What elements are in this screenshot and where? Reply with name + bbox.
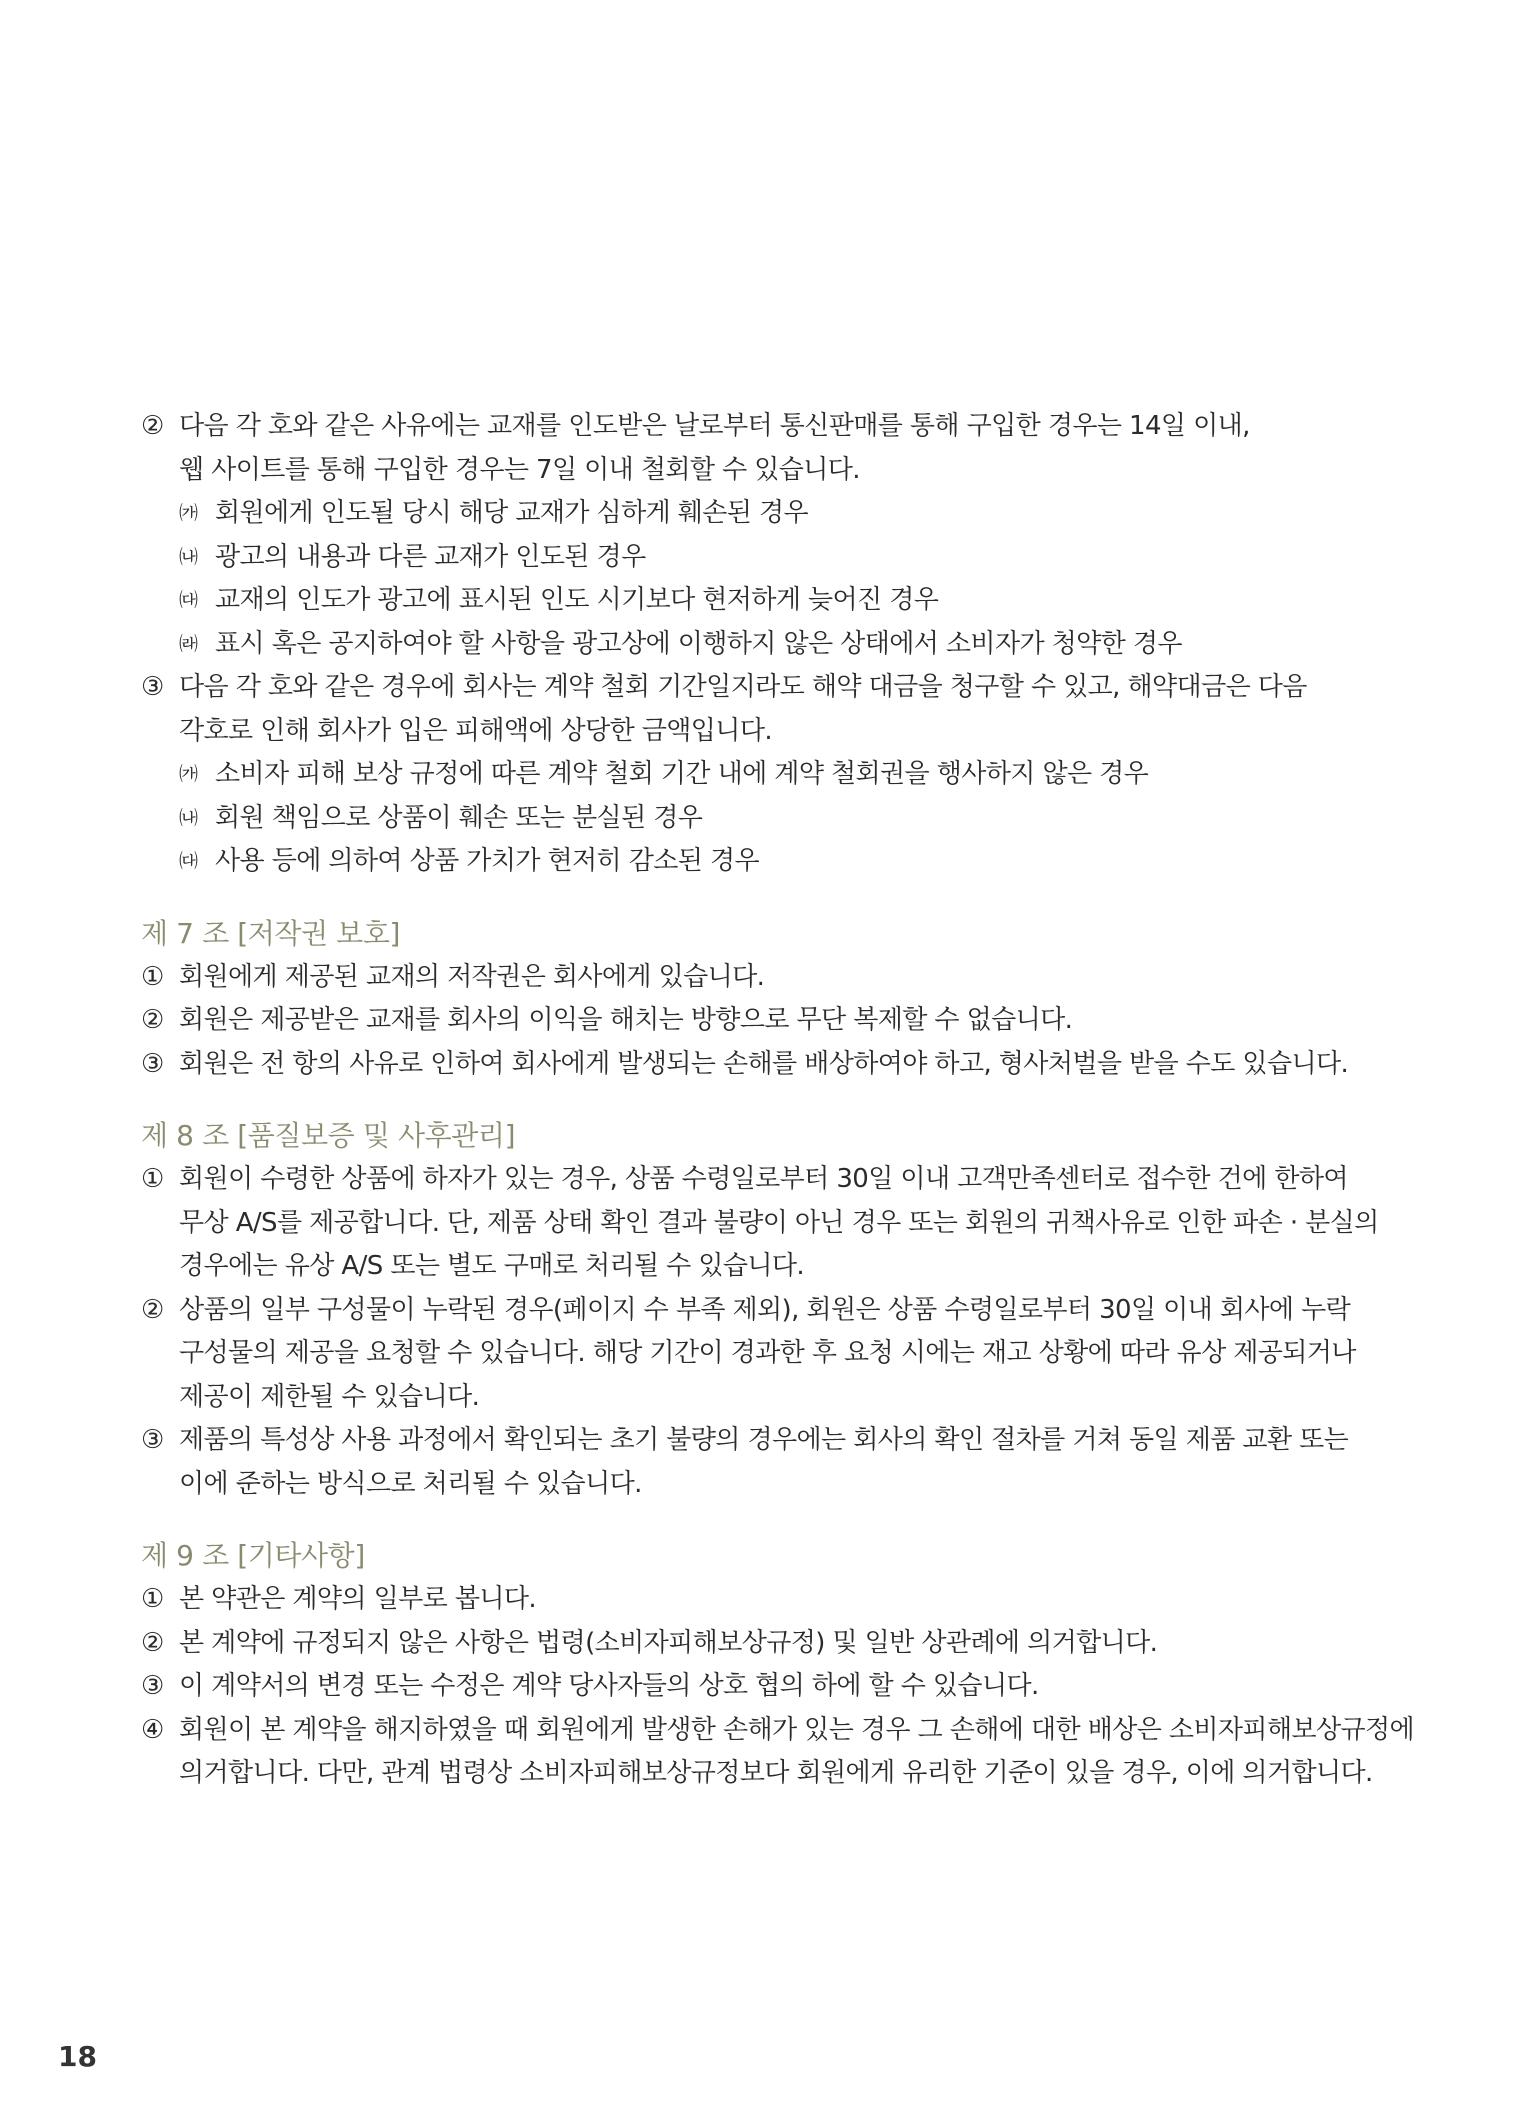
sub-item-number: ㈎ <box>179 502 198 524</box>
clause-text-line: 회원에게 제공된 교재의 저작권은 회사에게 있습니다. <box>179 961 765 992</box>
clause-text-line: 본 계약에 규정되지 않은 사항은 법령(소비자피해보상규정) 및 일반 상관례에 의거합니다. <box>179 1627 1158 1658</box>
clause-number: ② <box>141 1005 164 1035</box>
clause-paragraph <box>141 1289 1441 1420</box>
article-section <box>141 912 1441 1087</box>
sub-item <box>141 753 1441 797</box>
article-section <box>141 1534 1441 1796</box>
sub-item-number: ㈐ <box>179 589 198 611</box>
page-number: 18 <box>58 2040 97 2073</box>
clause-text-line: 각호로 인해 회사가 입은 피해액에 상당한 금액입니다. <box>179 715 773 746</box>
clause-text-line: 회원이 본 계약을 해지하였을 때 회원에게 발생한 손해가 있는 경우 그 손해에 대한 배상은 소비자피해보상규정에 <box>179 1714 1415 1745</box>
clause-number: ① <box>141 1584 164 1614</box>
article-section <box>141 405 1441 884</box>
clause-text-line: 제공이 제한될 수 있습니다. <box>179 1381 480 1412</box>
sub-item-number: ㈏ <box>179 545 198 568</box>
clause-text-line: 의거합니다. 다만, 관계 법령상 소비자피해보상규정보다 회원에게 유리한 기준이 있을 경우, 이에 의거합니다. <box>179 1758 1373 1788</box>
clause-number: ④ <box>141 1714 164 1745</box>
sub-item <box>141 536 1441 580</box>
clause-text-line: 무상 A/S를 제공합니다. 단, 제품 상태 확인 결과 불량이 아닌 경우 또는 회원의 귀책사유로 인한 파손 · 분실의 <box>179 1207 1379 1238</box>
clause-text-line: 회원이 수령한 상품에 하자가 있는 경우, 상품 수령일로부터 30일 이내 고객만족센터로 접수한 건에 한하여 <box>179 1164 1348 1194</box>
sub-item <box>141 623 1441 667</box>
clause-paragraph <box>141 1578 1441 1622</box>
clause-number: ③ <box>141 1671 164 1701</box>
document-body <box>141 405 1441 1796</box>
clause-paragraph <box>141 1622 1441 1666</box>
clause-text-line: 다음 각 호와 같은 경우에 회사는 계약 철회 기간일지라도 해약 대금을 청구할 수 있고, 해약대금은 다음 <box>179 672 1307 702</box>
clause-number: ① <box>141 961 164 992</box>
sub-item <box>141 579 1441 623</box>
clause-paragraph <box>141 1043 1441 1087</box>
clause-text-line: 회원은 제공받은 교재를 회사의 이익을 해치는 방향으로 무단 복제할 수 없습니다. <box>179 1005 1073 1035</box>
sub-item-text: 회원에게 인도될 당시 해당 교재가 심하게 훼손된 경우 <box>215 498 809 528</box>
sub-item-number: ㈑ <box>179 632 198 655</box>
sub-item <box>141 492 1441 536</box>
clause-paragraph <box>141 666 1441 753</box>
clause-paragraph <box>141 1709 1441 1796</box>
clause-number: ② <box>141 1627 164 1658</box>
clause-text-line: 회원은 전 항의 사유로 인하여 회사에게 발생되는 손해를 배상하여야 하고, 형사처벌을 받을 수도 있습니다. <box>179 1048 1349 1079</box>
sub-item-text: 사용 등에 의하여 상품 가치가 현저히 감소된 경우 <box>215 846 759 876</box>
sub-item-text: 광고의 내용과 다른 교재가 인도된 경우 <box>215 541 646 572</box>
article-heading: 제 9 조 [기타사항] <box>141 1539 365 1572</box>
clause-paragraph <box>141 1419 1441 1506</box>
clause-text-line: 제품의 특성상 사용 과정에서 확인되는 초기 불량의 경우에는 회사의 확인 절차를 거쳐 동일 제품 교환 또는 <box>179 1425 1349 1455</box>
clause-number: ② <box>141 1294 164 1325</box>
clause-paragraph <box>141 956 1441 1000</box>
sub-item <box>141 797 1441 841</box>
clause-number: ③ <box>141 1048 164 1079</box>
sub-item-text: 회원 책임으로 상품이 훼손 또는 분실된 경우 <box>215 802 703 833</box>
clause-paragraph <box>141 1158 1441 1289</box>
article-section <box>141 1114 1441 1506</box>
sub-item-text: 표시 혹은 공지하여야 할 사항을 광고상에 이행하지 않은 상태에서 소비자가 청약한 경우 <box>215 628 1182 659</box>
sub-item <box>141 840 1441 884</box>
clause-number: ② <box>141 411 164 441</box>
clause-text-line: 구성물의 제공을 요청할 수 있습니다. 해당 기간이 경과한 후 요청 시에는 재고 상황에 따라 유상 제공되거나 <box>179 1338 1356 1368</box>
clause-text-line: 상품의 일부 구성물이 누락된 경우(페이지 수 부족 제외), 회원은 상품 수령일로부터 30일 이내 회사에 누락 <box>179 1294 1351 1325</box>
sub-item-text: 교재의 인도가 광고에 표시된 인도 시기보다 현저하게 늦어진 경우 <box>215 585 939 615</box>
clause-number: ③ <box>141 1425 164 1455</box>
sub-item-number: ㈏ <box>179 806 198 829</box>
clause-number: ③ <box>141 672 164 702</box>
clause-text-line: 이에 준하는 방식으로 처리될 수 있습니다. <box>179 1468 642 1499</box>
clause-paragraph <box>141 1665 1441 1709</box>
clause-paragraph <box>141 405 1441 492</box>
clause-text-line: 웹 사이트를 통해 구입한 경우는 7일 이내 철회할 수 있습니다. <box>179 454 860 485</box>
clause-text-line: 본 약관은 계약의 일부로 봅니다. <box>179 1584 537 1614</box>
sub-item-number: ㈎ <box>179 763 198 785</box>
sub-item-number: ㈐ <box>179 850 198 872</box>
clause-text-line: 다음 각 호와 같은 사유에는 교재를 인도받은 날로부터 통신판매를 통해 구입한 경우는 14일 이내, <box>179 411 1250 441</box>
clause-text-line: 이 계약서의 변경 또는 수정은 계약 당사자들의 상호 협의 하에 할 수 있습니다. <box>179 1671 1039 1701</box>
article-heading: 제 8 조 [품질보증 및 사후관리] <box>141 1119 516 1152</box>
clause-paragraph <box>141 999 1441 1043</box>
clause-number: ① <box>141 1164 164 1194</box>
clause-text-line: 경우에는 유상 A/S 또는 별도 구매로 처리될 수 있습니다. <box>179 1251 805 1281</box>
sub-item-text: 소비자 피해 보상 규정에 따른 계약 철회 기간 내에 계약 철회권을 행사하지 않은 경우 <box>215 759 1149 789</box>
article-heading: 제 7 조 [저작권 보호] <box>141 916 401 950</box>
